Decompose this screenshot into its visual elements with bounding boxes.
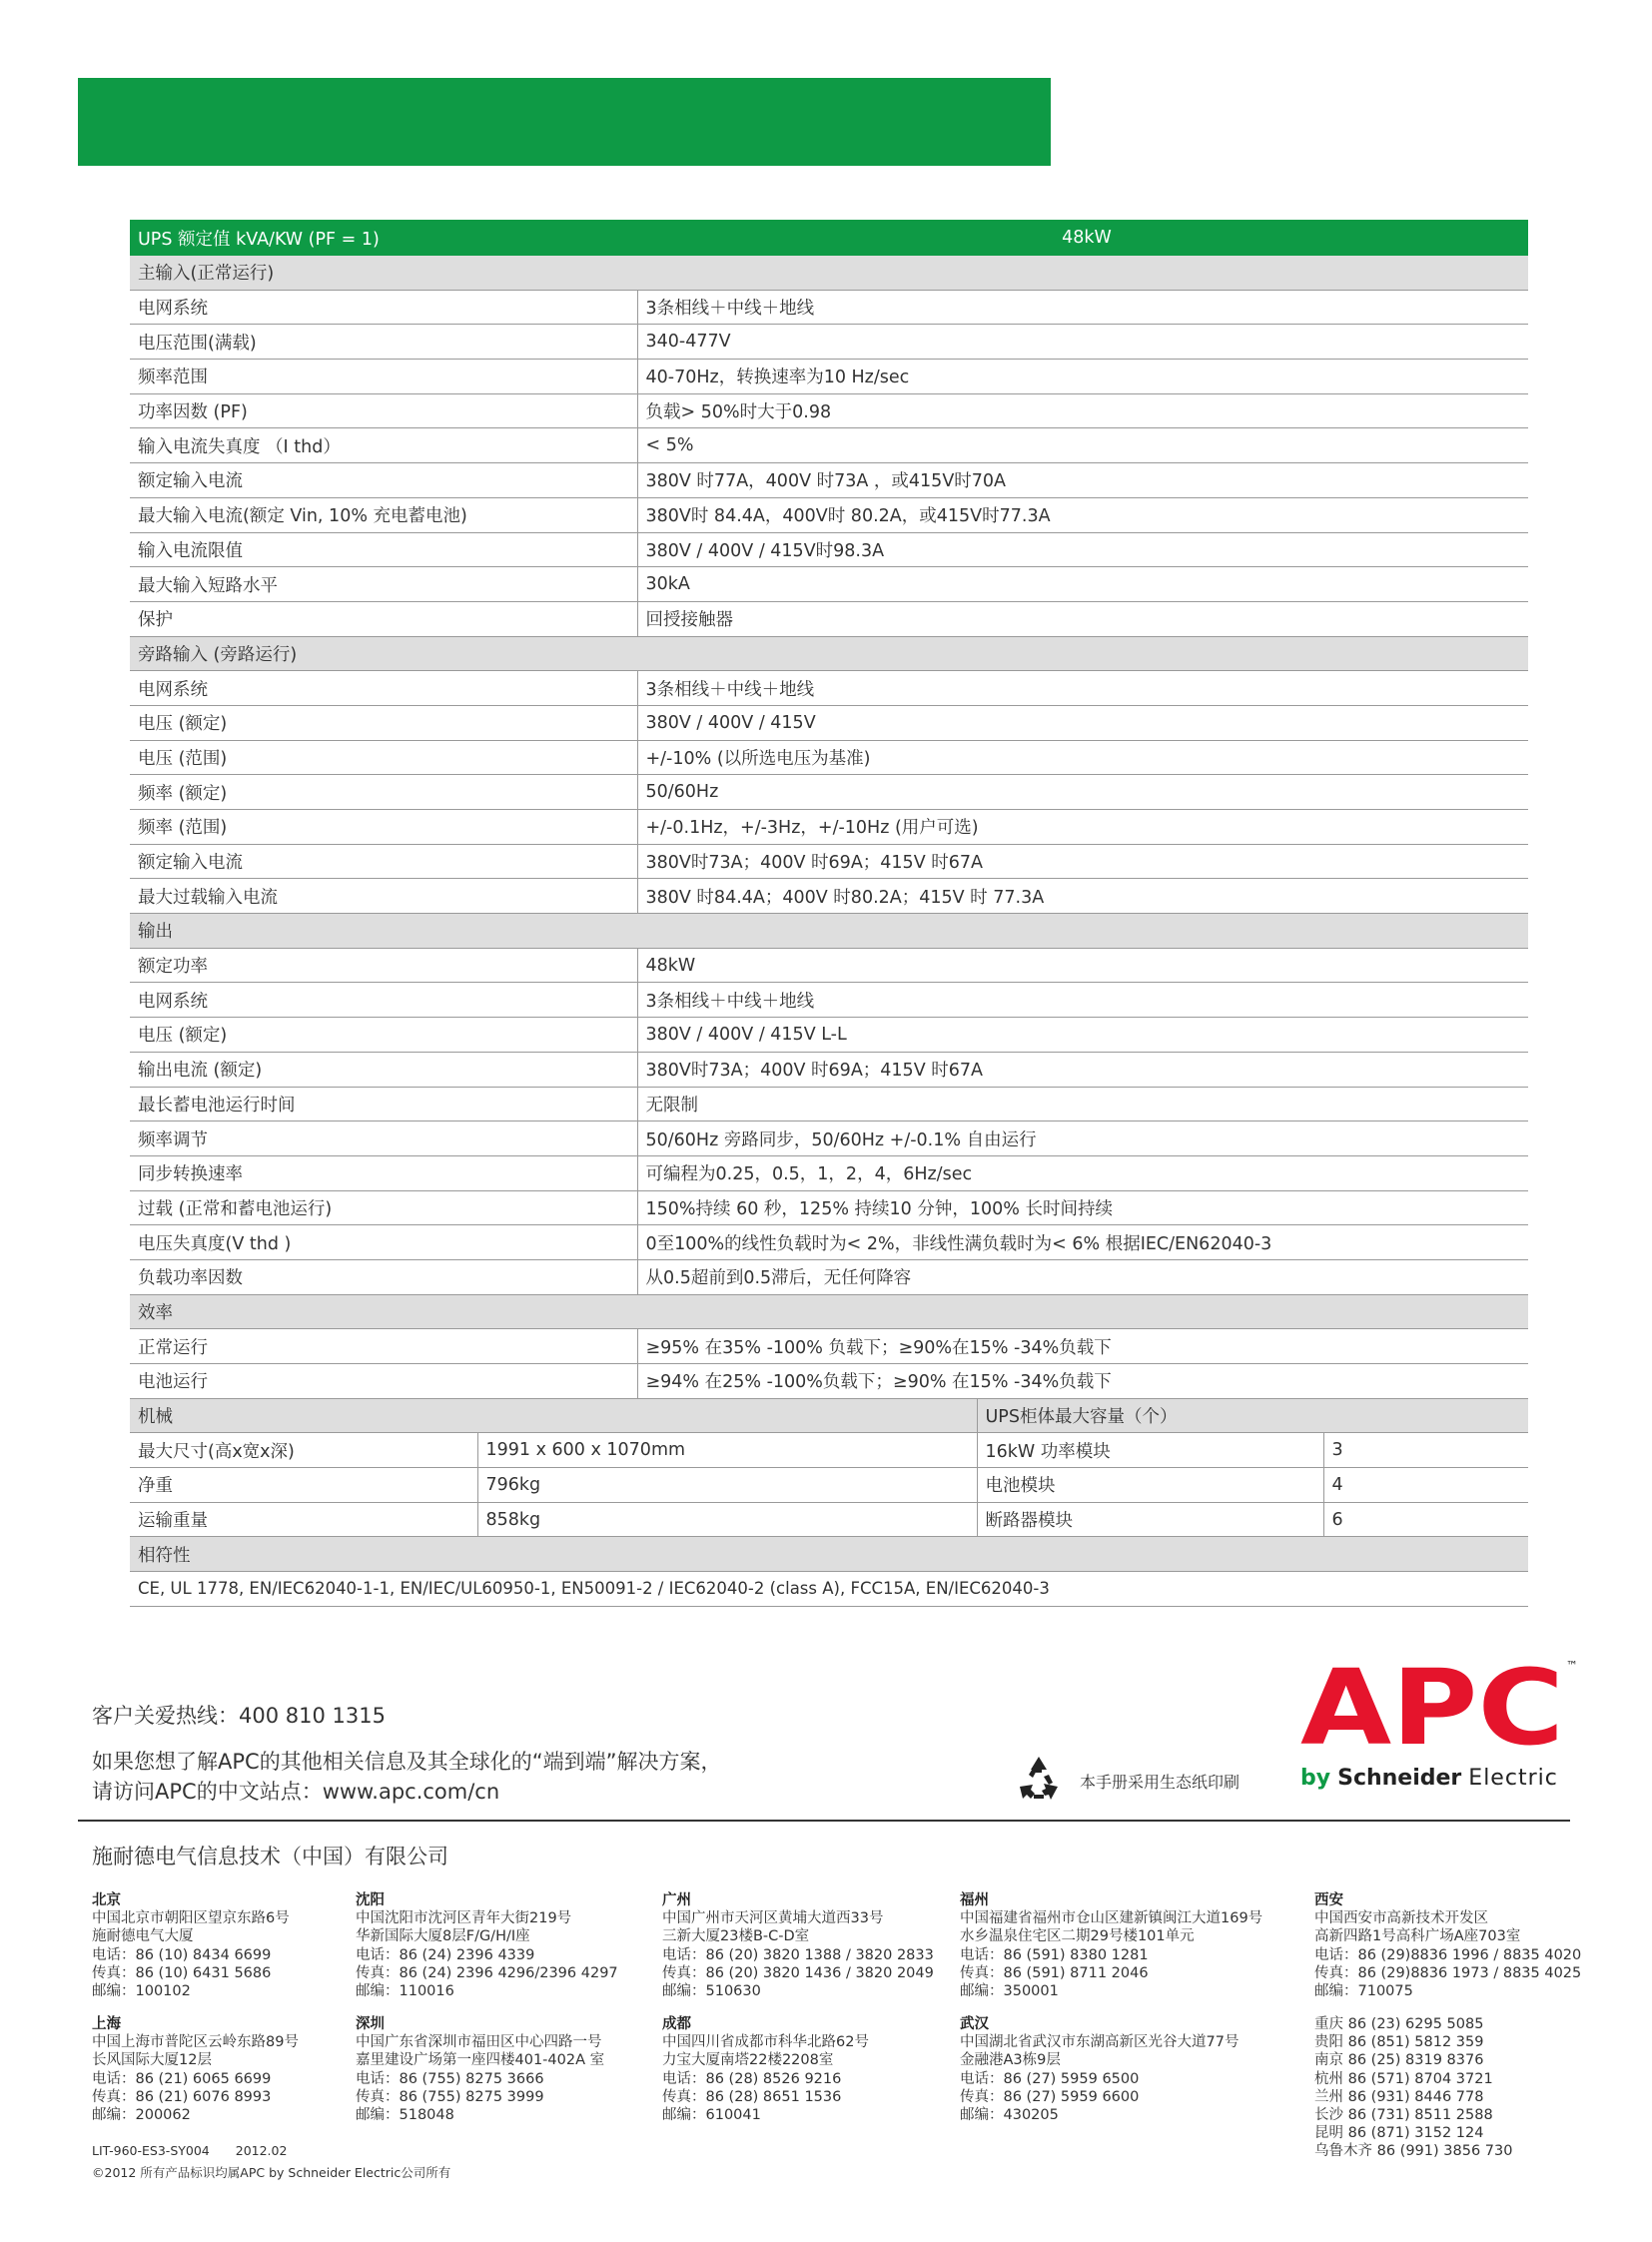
- table-row: 电压 (范围) +/-10% (以所选电压为基准): [130, 740, 1528, 775]
- section-bypass-input: 旁路输入 (旁路运行): [130, 636, 1528, 671]
- section-mechanical: 机械: [130, 1398, 977, 1433]
- company-name: 施耐德电气信息技术（中国）有限公司: [92, 1845, 448, 1868]
- office-shenyang: 沈阳 中国沈阳市沈河区青年大街219号 华新国际大厦8层F/G/H/I座 电话：86 (24) 2396 4339 传真：86 (24) 2396 4296/2396 4297 邮编：110016: [356, 1892, 618, 2000]
- section-conformance: 相符性: [130, 1537, 1528, 1572]
- copyright: ©2012 所有产品标识均属APC by Schneider Electric公司所有: [92, 2165, 451, 2180]
- apc-logo: [1300, 1654, 1582, 1766]
- footer-divider: [78, 1820, 1570, 1822]
- table-row: 电网系统 3条相线＋中线＋地线: [130, 671, 1528, 706]
- office-wuhan: 武汉 中国湖北省武汉市东湖高新区光谷大道77号 金融港A3栋9层 电话：86 (27) 5959 6500 传真：86 (27) 5959 6600 邮编：430205: [960, 2016, 1239, 2124]
- apc-logo-text: APC: [1300, 1654, 1564, 1766]
- spec-table: [130, 220, 1528, 1607]
- table-row: 电池运行 ≥94% 在25% -100%负载下；≥90% 在15% -34%负载下: [130, 1364, 1528, 1399]
- table-row: 净重 796kg 电池模块 4: [130, 1468, 1528, 1503]
- table-row: 最长蓄电池运行时间 无限制: [130, 1087, 1528, 1121]
- office-shenzhen: 深圳 中国广东省深圳市福田区中心四路一号 嘉里建设广场第一座四楼401-402A 室 电话：86 (755) 8275 3666 传真：86 (755) 8275 3999 邮编：518048: [356, 2016, 605, 2124]
- office-xian: 西安 中国西安市高新技术开发区 高新四路1号高科广场A座703室 电话：86 (29)8836 1996 / 8835 4020 传真：86 (29)8836 1973 / 8835 4025 邮编：710075: [1314, 1892, 1582, 2000]
- spec-header-row: [130, 220, 1528, 256]
- section-main-input: 主输入(正常运行): [130, 256, 1528, 290]
- recycle-icon: [1014, 1753, 1064, 1803]
- office-guangzhou: 广州 中国广州市天河区黄埔大道西33号 三新大厦23楼B-C-D室 电话：86 (20) 3820 1388 / 3820 2833 传真：86 (20) 3820 1436 / 3820 2049 邮编：510630: [662, 1892, 934, 2000]
- table-row: 最大尺寸(高x宽x深) 1991 x 600 x 1070mm 16kW 功率模块 3: [130, 1433, 1528, 1468]
- table-row: 输入电流失真度 （I thd） < 5%: [130, 428, 1528, 463]
- green-banner: [78, 78, 1051, 166]
- section-capacity: UPS柜体最大容量（个）: [977, 1398, 1528, 1433]
- office-fuzhou: 福州 中国福建省福州市仓山区建新镇闽江大道169号 水乡温泉住宅区二期29号楼101单元 电话：86 (591) 8380 1281 传真：86 (591) 8711 2046 邮编：350001: [960, 1892, 1263, 2000]
- table-row: 电压 (额定) 380V / 400V / 415V: [130, 705, 1528, 740]
- table-row: 额定输入电流 380V 时77A，400V 时73A ，或415V时70A: [130, 463, 1528, 498]
- office-beijing: 北京 中国北京市朝阳区望京东路6号 施耐德电气大厦 电话：86 (10) 8434 6699 传真：86 (10) 6431 5686 邮编：100102: [92, 1892, 290, 2000]
- table-row: 额定输入电流 380V时73A；400V 时69A；415V 时67A: [130, 844, 1528, 879]
- table-row: 运输重量 858kg 断路器模块 6: [130, 1502, 1528, 1537]
- table-row: 频率调节 50/60Hz 旁路同步，50/60Hz +/-0.1% 自由运行: [130, 1121, 1528, 1156]
- table-row: [130, 1572, 1528, 1607]
- header-label: UPS 额定值 kVA/KW (PF = 1): [130, 220, 637, 256]
- table-row: 输出电流 (额定) 380V时73A；400V 时69A；415V 时67A: [130, 1052, 1528, 1087]
- table-row: 最大输入电流(额定 Vin, 10% 充电蓄电池) 380V时 84.4A，400V时 80.2A，或415V时77.3A: [130, 497, 1528, 532]
- info-line-1: 如果您想了解APC的其他相关信息及其全球化的“端到端”解决方案，: [92, 1750, 722, 1774]
- eco-paper-note: 本手册采用生态纸印刷: [1080, 1773, 1240, 1792]
- table-row: 频率 (范围) +/-0.1Hz，+/-3Hz，+/-10Hz (用户可选): [130, 810, 1528, 845]
- table-row: 过载 (正常和蓄电池运行) 150%持续 60 秒，125% 持续10 分钟，100% 长时间持续: [130, 1190, 1528, 1225]
- table-row: 正常运行 ≥95% 在35% -100% 负载下；≥90%在15% -34%负载下: [130, 1329, 1528, 1364]
- table-row: 最大输入短路水平 30kA: [130, 567, 1528, 602]
- table-row: 负载功率因数 从0.5超前到0.5滞后，无任何降容: [130, 1259, 1528, 1294]
- apc-logo-tm: ™: [1566, 1659, 1578, 1673]
- table-row: 额定功率 48kW: [130, 948, 1528, 983]
- header-value: 48kW: [637, 220, 1528, 256]
- table-row: 电压失真度(V thd ) 0至100%的线性负载时为< 2%，非线性满负载时为< 6% 根据IEC/EN62040-3: [130, 1225, 1528, 1260]
- table-row: 功率因数 (PF) 负载> 50%时大于0.98: [130, 393, 1528, 428]
- table-row: 频率范围 40-70Hz，转换速率为10 Hz/sec: [130, 360, 1528, 394]
- table-row: 电压范围(满载) 340-477V: [130, 325, 1528, 360]
- hotline: 客户关爱热线：400 810 1315: [92, 1704, 386, 1728]
- office-shanghai: 上海 中国上海市普陀区云岭东路89号 长风国际大厦12层 电话：86 (21) 6065 6699 传真：86 (21) 6076 8993 邮编：200062: [92, 2016, 299, 2124]
- schneider-byline: by Schneider Electric: [1300, 1766, 1558, 1791]
- info-line-2: 请访问APC的中文站点：www.apc.com/cn: [92, 1780, 500, 1804]
- regional-phones: 重庆 86 (23) 6295 5085 贵阳 86 (851) 5812 359 南京 86 (25) 8319 8376 杭州 86 (571) 8704 3721 兰州 86 (931) 8446 778 长沙 86 (731) 8511 2588 昆明 86 (871) 3152 124 乌鲁木齐 86 (991) 3856 730: [1314, 2016, 1513, 2160]
- table-row: 电压 (额定) 380V / 400V / 415V L-L: [130, 1018, 1528, 1053]
- table-row: 保护 回授接触器: [130, 601, 1528, 636]
- table-row: 电网系统 3条相线＋中线＋地线: [130, 290, 1528, 325]
- doc-code: LIT-960-ES3-SY004 2012.02: [92, 2143, 288, 2158]
- office-chengdu: 成都 中国四川省成都市科华北路62号 力宝大厦南塔22楼2208室 电话：86 (28) 8526 9216 传真：86 (28) 8651 1536 邮编：610041: [662, 2016, 869, 2124]
- table-row: 最大过载输入电流 380V 时84.4A；400V 时80.2A；415V 时 77.3A: [130, 879, 1528, 914]
- conformance-text: CE, UL 1778, EN/IEC62040-1-1, EN/IEC/UL60950-1, EN50091-2 / IEC62040-2 (class A), FCC15A, EN/IEC62040-3: [130, 1572, 1528, 1607]
- table-row: 电网系统 3条相线＋中线＋地线: [130, 983, 1528, 1018]
- table-row: 频率 (额定) 50/60Hz: [130, 775, 1528, 810]
- table-row: 同步转换速率 可编程为0.25，0.5，1，2，4，6Hz/sec: [130, 1155, 1528, 1190]
- section-output: 输出: [130, 914, 1528, 949]
- section-efficiency: 效率: [130, 1294, 1528, 1329]
- table-row: 输入电流限值 380V / 400V / 415V时98.3A: [130, 532, 1528, 567]
